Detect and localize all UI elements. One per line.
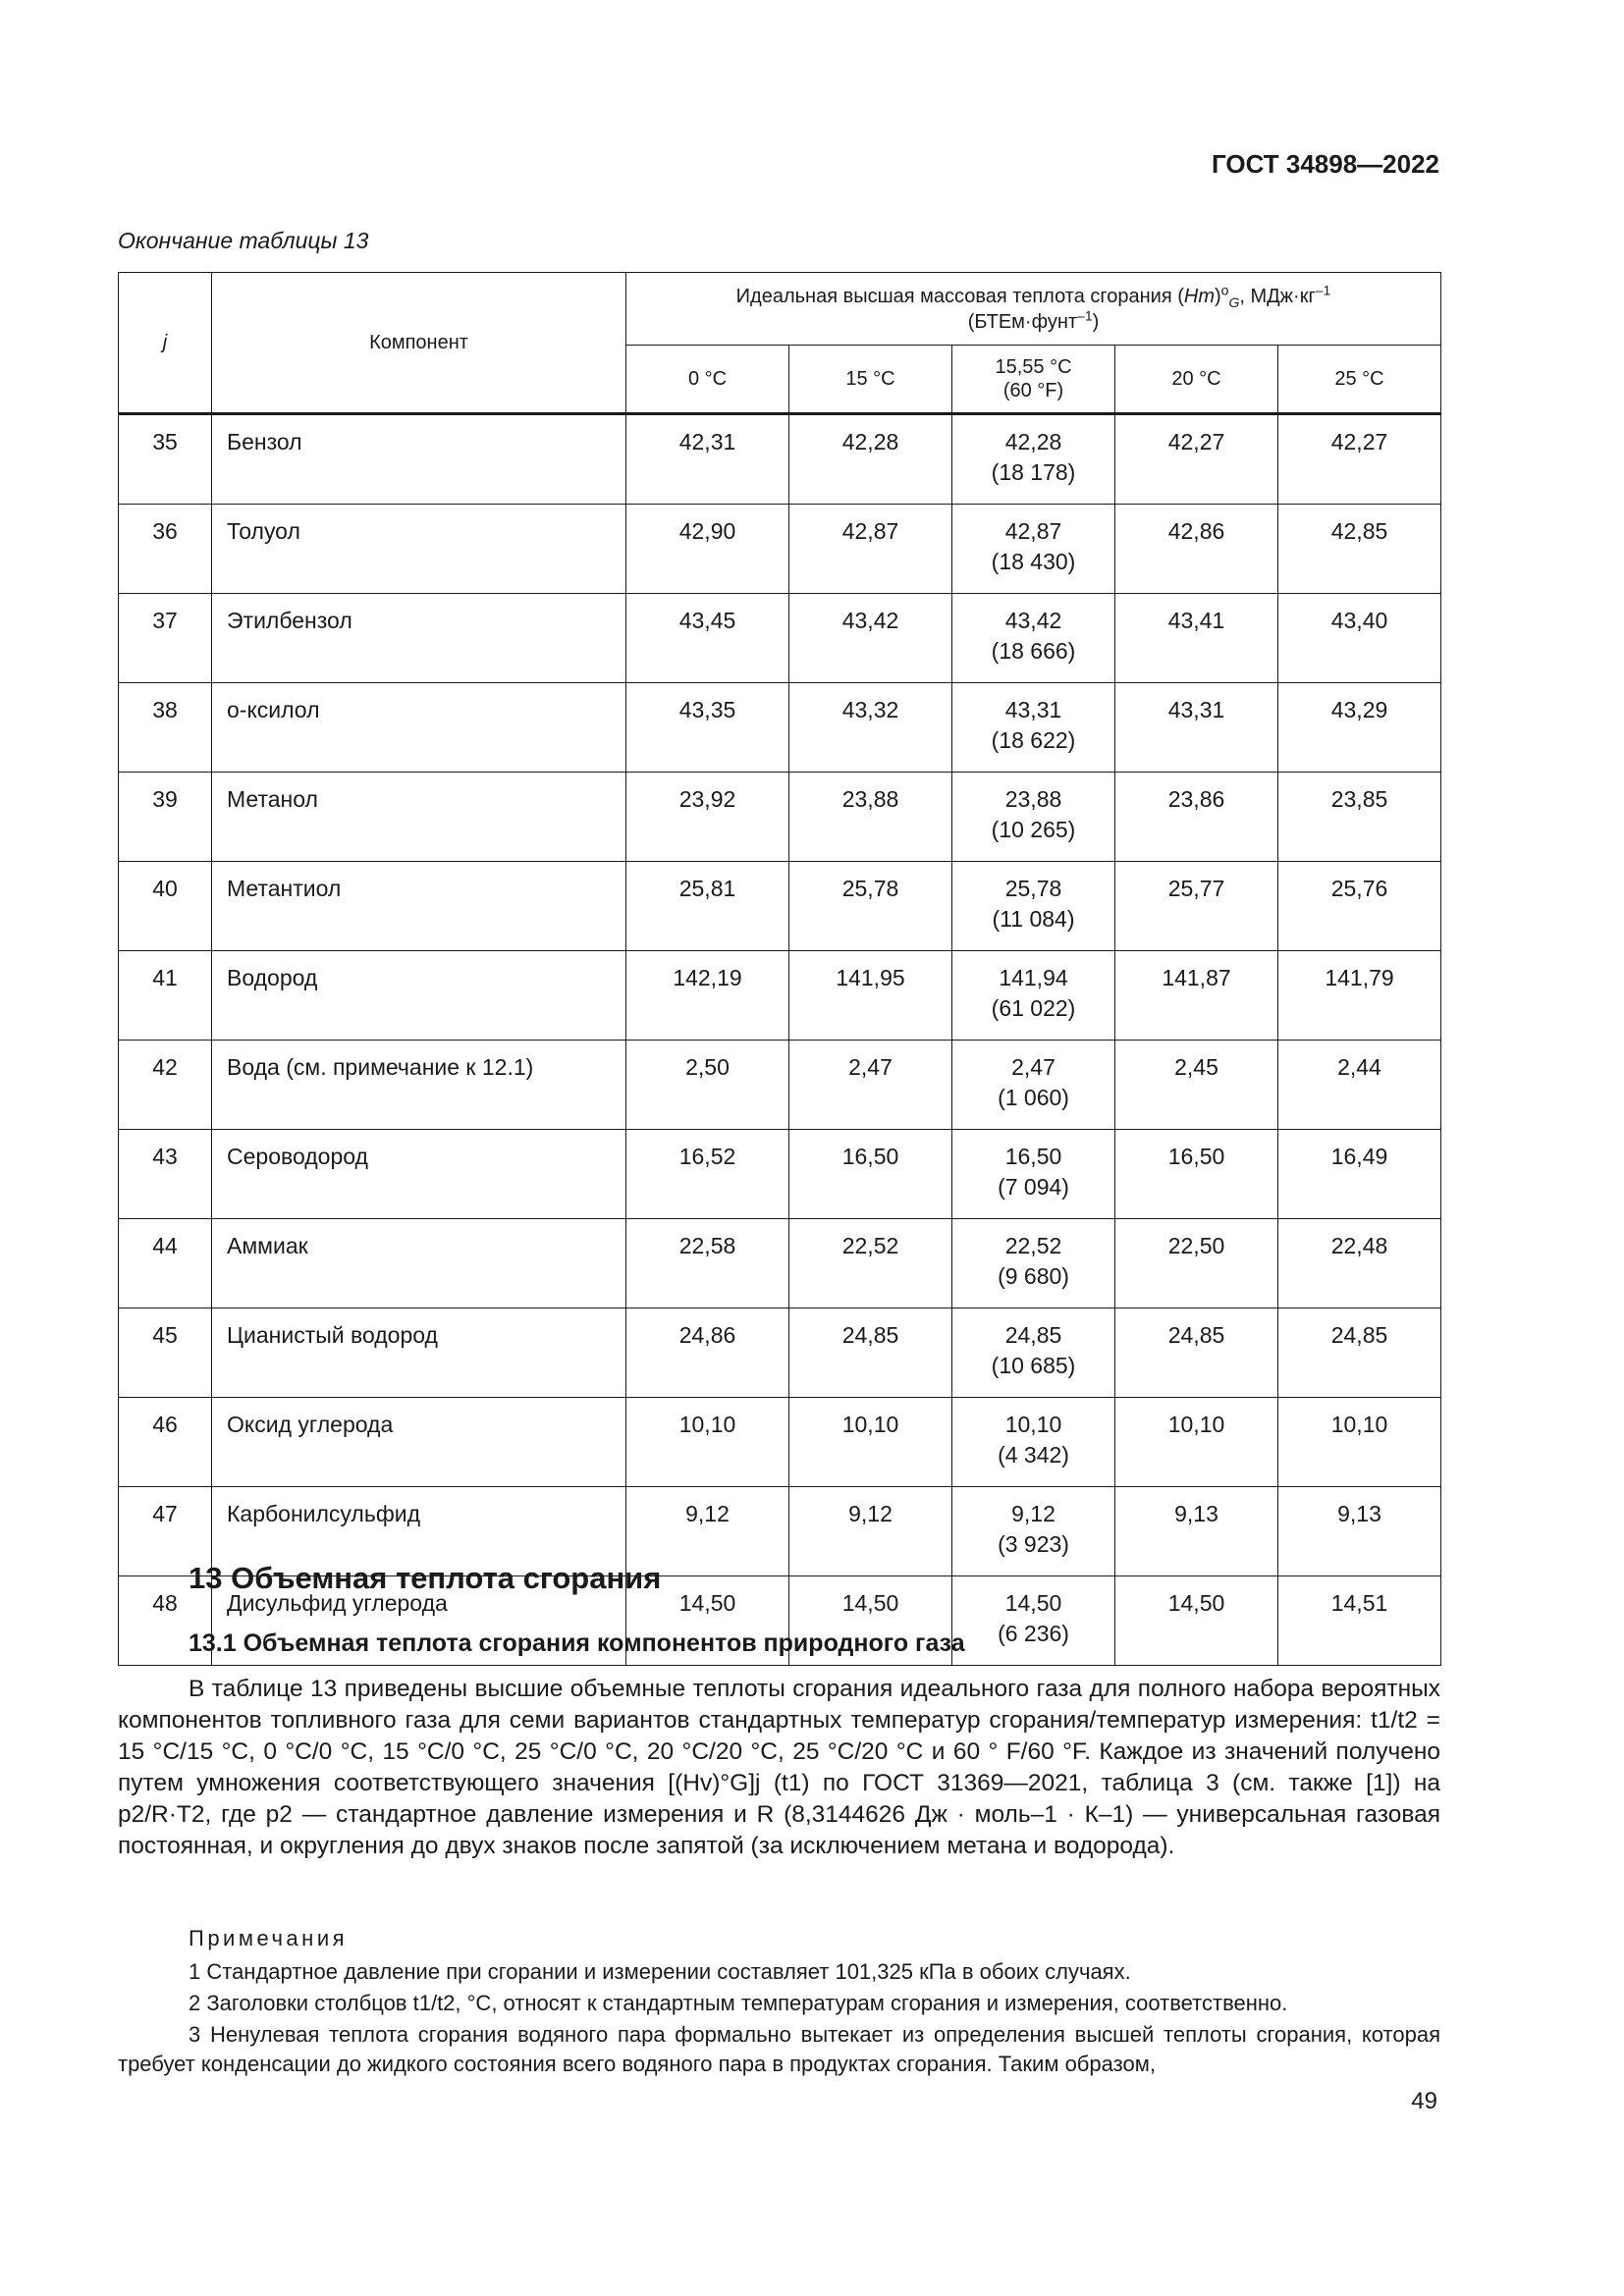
- table-row: [119, 1219, 1441, 1308]
- table-cell: 35: [119, 414, 212, 505]
- table-cell: 37: [119, 594, 212, 683]
- standard-code: ГОСТ 34898—2022: [1212, 149, 1439, 179]
- btu-value: (10 685): [991, 1353, 1076, 1378]
- table-cell: [952, 505, 1115, 594]
- table-cell: 10,10: [1278, 1398, 1441, 1487]
- table-cell: 10,10: [789, 1398, 952, 1487]
- table-cell: 43,32: [789, 683, 952, 773]
- table-cell: Водород: [212, 951, 626, 1041]
- table-row: [119, 1041, 1441, 1130]
- btu-value: (4 342): [998, 1442, 1069, 1468]
- table-cell: [952, 951, 1115, 1041]
- header-group-line2: (БТЕм·фунт$^{-1}$): [967, 306, 1100, 333]
- table-cell: [952, 414, 1115, 505]
- table-cell: Карбонилсульфид: [212, 1487, 626, 1576]
- table-cell: 39: [119, 773, 212, 862]
- table-cell: 43,40: [1278, 594, 1441, 683]
- header-temp-25: 25 °C: [1278, 346, 1441, 414]
- btu-value: (7 094): [998, 1174, 1069, 1200]
- btu-value: (3 923): [998, 1531, 1069, 1557]
- table-row: [119, 951, 1441, 1041]
- header-temp-0: 0 °C: [626, 346, 789, 414]
- table-cell: 42,87: [789, 505, 952, 594]
- table-cell: 14,50: [789, 1576, 952, 1666]
- table-caption: Окончание таблицы 13: [118, 228, 369, 253]
- table-cell: 24,86: [626, 1308, 789, 1398]
- table-cell: 47: [119, 1487, 212, 1576]
- header-temp-1555: 15,55 °C (60 °F): [952, 346, 1115, 414]
- table-row: [119, 1398, 1441, 1487]
- table-cell: 16,49: [1278, 1130, 1441, 1219]
- table-cell: 41: [119, 951, 212, 1041]
- table-cell: 9,13: [1278, 1487, 1441, 1576]
- table-cell: [952, 683, 1115, 773]
- table-cell: 42,27: [1115, 414, 1278, 505]
- table-cell: 141,87: [1115, 951, 1278, 1041]
- table-cell: 22,50: [1115, 1219, 1278, 1308]
- section-title: 13 Объемная теплота сгорания: [189, 1561, 662, 1595]
- table-cell: Толуол: [212, 505, 626, 594]
- mj-value: 16,50: [1004, 1144, 1062, 1169]
- btu-value: (18 622): [991, 727, 1076, 753]
- table-cell: 40: [119, 862, 212, 951]
- table-cell: 43,29: [1278, 683, 1441, 773]
- table-cell: [952, 1576, 1115, 1666]
- table-cell: 38: [119, 683, 212, 773]
- page-number: 49: [1411, 2088, 1437, 2114]
- table-cell: Этилбензол: [212, 594, 626, 683]
- note-1: 1 Стандартное давление при сгорании и измерении составляет 101,325 кПа в обоих случаях.: [189, 1959, 1131, 1984]
- table-cell: Аммиак: [212, 1219, 626, 1308]
- table-cell: 142,19: [626, 951, 789, 1041]
- table-cell: о-ксилол: [212, 683, 626, 773]
- header-component: Компонент: [212, 273, 626, 414]
- table-cell: [952, 1487, 1115, 1576]
- table-cell: Бензол: [212, 414, 626, 505]
- btu-value: (18 178): [991, 459, 1076, 485]
- table-cell: 43,35: [626, 683, 789, 773]
- table-cell: 42,31: [626, 414, 789, 505]
- btu-value: (18 666): [991, 638, 1076, 664]
- table-cell: 141,79: [1278, 951, 1441, 1041]
- btu-value: (10 265): [991, 817, 1076, 842]
- table-cell: 24,85: [1115, 1308, 1278, 1398]
- note-2: 2 Заголовки столбцов t1/t2, °C, относят к стандартным температурам сгорания и измерения, соответственно.: [189, 1991, 1288, 2015]
- mj-value: 10,10: [1004, 1412, 1062, 1437]
- notes-heading: Примечания: [189, 1926, 349, 1950]
- table-cell: [952, 594, 1115, 683]
- table-cell: Метанол: [212, 773, 626, 862]
- table-cell: 14,50: [626, 1576, 789, 1666]
- table-cell: [952, 1398, 1115, 1487]
- table-cell: [952, 1041, 1115, 1130]
- btu-value: (18 430): [991, 549, 1076, 574]
- btu-value: (6 236): [998, 1621, 1069, 1646]
- mj-value: 43,31: [1004, 697, 1062, 722]
- table-cell: 16,52: [626, 1130, 789, 1219]
- table-cell: Вода (см. примечание к 12.1): [212, 1041, 626, 1130]
- table-cell: 22,52: [789, 1219, 952, 1308]
- table-cell: 24,85: [789, 1308, 952, 1398]
- mj-value: 42,28: [1004, 429, 1062, 454]
- header-group-line1: Идеальная высшая массовая теплота сгорания $(Hm)^o_G$, $МДж\cdot кг^{-1}$: [735, 281, 1331, 310]
- table-cell: [952, 1219, 1115, 1308]
- table-cell: 23,88: [789, 773, 952, 862]
- table-cell: 23,92: [626, 773, 789, 862]
- table-cell: [952, 773, 1115, 862]
- mj-value: 43,42: [1004, 608, 1062, 633]
- mj-value: 42,87: [1004, 518, 1062, 544]
- btu-value: (11 084): [992, 906, 1075, 932]
- table-cell: 43,45: [626, 594, 789, 683]
- table-cell: 22,58: [626, 1219, 789, 1308]
- table-cell: 24,85: [1278, 1308, 1441, 1398]
- table-cell: 42,28: [789, 414, 952, 505]
- note-3: 3 Ненулевая теплота сгорания водяного пара формально вытекает из определения высшей теплоты сгорания, которая требует конденсации до жидкого состояния всего водяного пара в продуктах сгорания. Таким образом,: [118, 2022, 1440, 2076]
- table-cell: 48: [119, 1576, 212, 1666]
- table-row: [119, 505, 1441, 594]
- table-cell: 9,12: [626, 1487, 789, 1576]
- table-cell: 44: [119, 1219, 212, 1308]
- table-cell: 46: [119, 1398, 212, 1487]
- table-row: [119, 862, 1441, 951]
- table-cell: 42,27: [1278, 414, 1441, 505]
- table-cell: 2,45: [1115, 1041, 1278, 1130]
- table-cell: 23,85: [1278, 773, 1441, 862]
- table-cell: [952, 862, 1115, 951]
- table-row: [119, 773, 1441, 862]
- table-cell: 16,50: [789, 1130, 952, 1219]
- table-row: [119, 594, 1441, 683]
- mj-value: 23,88: [1004, 786, 1062, 812]
- table-cell: 141,95: [789, 951, 952, 1041]
- table-cell: 43,31: [1115, 683, 1278, 773]
- table-cell: 9,12: [789, 1487, 952, 1576]
- btu-value: (9 680): [998, 1263, 1069, 1289]
- table-cell: 42,86: [1115, 505, 1278, 594]
- header-temp-20: 20 °C: [1115, 346, 1278, 414]
- btu-value: (61 022): [991, 995, 1076, 1021]
- table-cell: 25,76: [1278, 862, 1441, 951]
- table-cell: 36: [119, 505, 212, 594]
- table-cell: [952, 1308, 1115, 1398]
- heating-value-table: [118, 272, 1441, 1666]
- table-cell: 43: [119, 1130, 212, 1219]
- table-cell: 16,50: [1115, 1130, 1278, 1219]
- table-cell: 2,44: [1278, 1041, 1441, 1130]
- table-cell: 43,42: [789, 594, 952, 683]
- mj-value: 141,94: [999, 965, 1068, 990]
- table-row: [119, 414, 1441, 505]
- body-paragraph: В таблице 13 приведены высшие объемные теплоты сгорания идеального газа для полного набора вероятных компонентов топливного газа для семи вариантов стандартных температур сгорания/температур измерения: t1/t2 = 15 °C/15 °C, 0 °C/0 °C, 15 °C/0 °C, 25 °C/0 °C, 20 °C/20 °C, 25 °C/20 °C и 60 ° F/60 °F. Каждое из значений получено путем умножения соответствующего значения [(Hv)°G]j (t1) по ГОСТ 31369—2021, таблица 3 (см. также [1]) на p2/R·T2, где p2 — стандартное давление измерения и R (8,3144626 Дж · моль–1 · К–1) — универсальная газовая постоянная, и округления до двух знаков после запятой (за исключением метана и водорода).: [118, 1676, 1440, 1859]
- mj-value: 9,12: [1011, 1501, 1056, 1526]
- table-cell: 2,50: [626, 1041, 789, 1130]
- table-cell: 22,48: [1278, 1219, 1441, 1308]
- table-cell: 23,86: [1115, 773, 1278, 862]
- subsection-title: 13.1 Объемная теплота сгорания компонентов природного газа: [189, 1629, 965, 1657]
- table-cell: 10,10: [626, 1398, 789, 1487]
- table-cell: 25,78: [789, 862, 952, 951]
- table-row: [119, 1308, 1441, 1398]
- table-cell: 10,10: [1115, 1398, 1278, 1487]
- table-cell: 9,13: [1115, 1487, 1278, 1576]
- table-cell: 42,85: [1278, 505, 1441, 594]
- table-cell: 42,90: [626, 505, 789, 594]
- table-cell: 14,51: [1278, 1576, 1441, 1666]
- table-cell: Дисульфид углерода: [212, 1576, 626, 1666]
- table-cell: 45: [119, 1308, 212, 1398]
- btu-value: (1 060): [998, 1085, 1069, 1110]
- table-cell: 42: [119, 1041, 212, 1130]
- mj-value: 22,52: [1004, 1233, 1062, 1258]
- header-group: [626, 273, 1441, 346]
- table-row: [119, 1130, 1441, 1219]
- table-row: [119, 683, 1441, 773]
- table-cell: Оксид углерода: [212, 1398, 626, 1487]
- header-temp-15: 15 °C: [789, 346, 952, 414]
- table-cell: 14,50: [1115, 1576, 1278, 1666]
- table-cell: 2,47: [789, 1041, 952, 1130]
- mj-value: 25,78: [1004, 876, 1062, 901]
- table-cell: Цианистый водород: [212, 1308, 626, 1398]
- mj-value: 14,50: [1004, 1590, 1062, 1616]
- table-cell: 25,77: [1115, 862, 1278, 951]
- table-cell: 25,81: [626, 862, 789, 951]
- table-cell: Сероводород: [212, 1130, 626, 1219]
- mj-value: 2,47: [1011, 1054, 1056, 1080]
- table-cell: 43,41: [1115, 594, 1278, 683]
- header-j: j: [119, 273, 212, 414]
- mj-value: 24,85: [1004, 1322, 1062, 1348]
- table-cell: [952, 1130, 1115, 1219]
- table-cell: Метантиол: [212, 862, 626, 951]
